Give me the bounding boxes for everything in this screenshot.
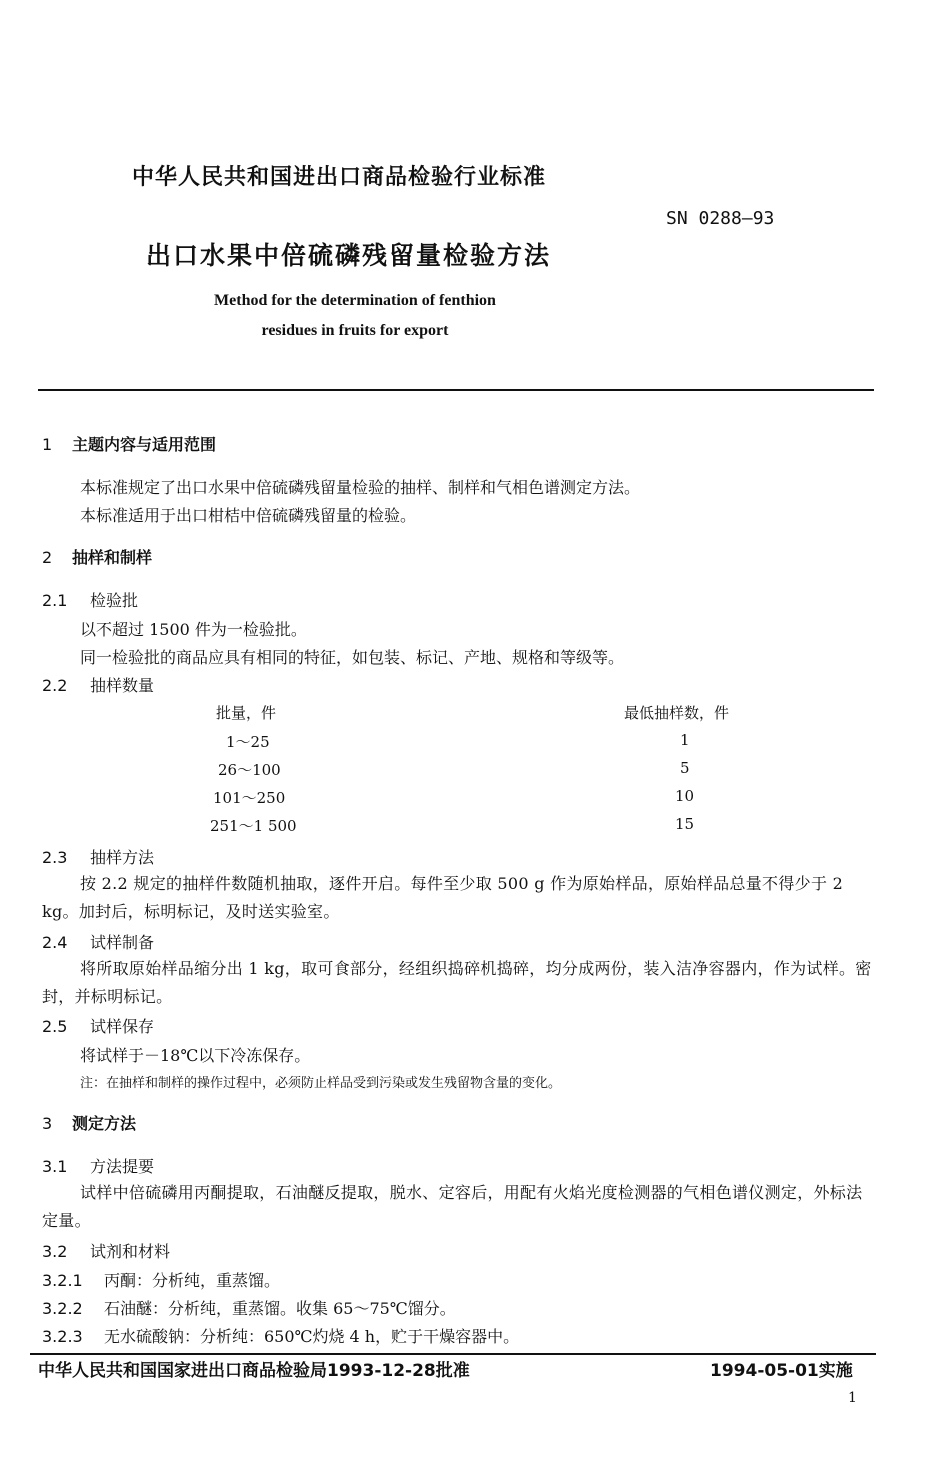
item-number: 3.2.1 [42, 1271, 83, 1290]
org-title: 中华人民共和国进出口商品检验行业标准 [132, 165, 547, 190]
table-header-min-samples: 最低抽样数，件 [624, 704, 730, 722]
table-cell-lot-size: 101～250 [213, 789, 286, 807]
subsection-number: 2.4 [42, 933, 68, 952]
item-text: 丙酮：分析纯，重蒸馏。 [104, 1271, 281, 1290]
table-cell-min-samples: 1 [680, 731, 690, 749]
subsection-2-1-paragraph-2: 同一检验批的商品应具有相同的特征，如包装、标记、产地、规格和等级等。 [80, 648, 625, 667]
footer-divider [30, 1353, 876, 1355]
section-1-heading [42, 432, 216, 455]
subsection-number: 2.1 [42, 591, 68, 610]
subsection-title: 检验批 [90, 591, 139, 610]
section-number: 2 [42, 548, 53, 567]
subsection-title: 方法提要 [90, 1157, 155, 1176]
document-title: 出口水果中倍硫磷残留量检验方法 [146, 241, 552, 270]
section-1-paragraph-1: 本标准规定了出口水果中倍硫磷残留量检验的抽样、制样和气相色谱测定方法。 [80, 478, 641, 497]
sampling-note: 注：在抽样和制样的操作过程中，必须防止样品受到污染或发生残留物含量的变化。 [80, 1076, 562, 1091]
section-title: 测定方法 [72, 1114, 137, 1133]
table-cell-min-samples: 10 [675, 787, 695, 805]
item-number: 3.2.2 [42, 1299, 83, 1318]
table-cell-min-samples: 15 [675, 815, 695, 833]
section-number: 3 [42, 1114, 53, 1133]
subsection-3-1-heading [42, 1154, 154, 1177]
approval-statement: 中华人民共和国国家进出口商品检验局1993-12-28批准 [38, 1361, 470, 1381]
item-text: 无水硫酸钠：分析纯：650℃灼烧 4 h，贮于干燥容器中。 [104, 1327, 520, 1346]
section-2-heading [42, 545, 152, 568]
subsection-2-1-paragraph-1: 以不超过 1500 件为一检验批。 [80, 620, 307, 639]
standard-code: SN 0288—93 [666, 208, 775, 229]
english-title-line-2: residues in fruits for export [261, 322, 449, 339]
section-3-heading [42, 1111, 136, 1134]
subsection-2-3-paragraph: 按 2.2 规定的抽样件数随机抽取，逐件开启。每件至少取 500 g 作为原始样品，原始样品总量不得少于 2 kg。加封后，标明标记，及时送实验室。 [42, 874, 844, 921]
subsection-number: 3.1 [42, 1157, 68, 1176]
table-cell-lot-size: 251～1 500 [210, 817, 297, 835]
subsection-3-2-heading [42, 1239, 170, 1262]
subsection-title: 抽样数量 [90, 676, 155, 695]
table-cell-lot-size: 1～25 [226, 733, 270, 751]
subsection-title: 试样保存 [90, 1017, 155, 1036]
subsection-2-5-heading [42, 1014, 154, 1037]
english-title-line-1: Method for the determination of fenthion [214, 292, 496, 309]
effective-date: 1994-05-01实施 [710, 1361, 853, 1381]
section-number: 1 [42, 435, 53, 454]
subsection-2-1-heading [42, 588, 138, 611]
subsection-title: 试剂和材料 [90, 1242, 171, 1261]
section-title: 抽样和制样 [72, 548, 153, 567]
subsection-title: 抽样方法 [90, 848, 155, 867]
subsection-number: 2.3 [42, 848, 68, 867]
subsection-2-3-heading [42, 845, 154, 868]
item-number: 3.2.3 [42, 1327, 83, 1346]
subsection-title: 试样制备 [90, 933, 155, 952]
header-divider [38, 389, 874, 391]
subsection-2-4-heading [42, 930, 154, 953]
table-cell-lot-size: 26～100 [218, 761, 281, 779]
table-cell-min-samples: 5 [680, 759, 690, 777]
subsection-2-4-paragraph: 将所取原始样品缩分出 1 kg，取可食部分，经组织捣碎机捣碎，均分成两份，装入洁净容器内，作为试样。密封，并标明标记。 [42, 959, 872, 1006]
subsection-number: 2.2 [42, 676, 68, 695]
section-1-paragraph-2: 本标准适用于出口柑桔中倍硫磷残留量的检验。 [80, 506, 417, 525]
subsection-3-1-paragraph: 试样中倍硫磷用丙酮提取，石油醚反提取，脱水、定容后，用配有火焰光度检测器的气相色谱仪测定，外标法定量。 [42, 1183, 863, 1230]
reagent-item-3-2-3 [42, 1324, 519, 1347]
subsection-number: 3.2 [42, 1242, 68, 1261]
page-number: 1 [848, 1390, 857, 1406]
subsection-number: 2.5 [42, 1017, 68, 1036]
reagent-item-3-2-1 [42, 1268, 280, 1291]
reagent-item-3-2-2 [42, 1296, 456, 1319]
section-title: 主题内容与适用范围 [72, 435, 217, 454]
subsection-2-5-paragraph: 将试样于－18℃以下冷冻保存。 [80, 1046, 311, 1065]
table-header-lot-size: 批量，件 [216, 704, 277, 722]
subsection-2-2-heading [42, 673, 154, 696]
item-text: 石油醚：分析纯，重蒸馏。收集 65～75℃馏分。 [104, 1299, 456, 1318]
